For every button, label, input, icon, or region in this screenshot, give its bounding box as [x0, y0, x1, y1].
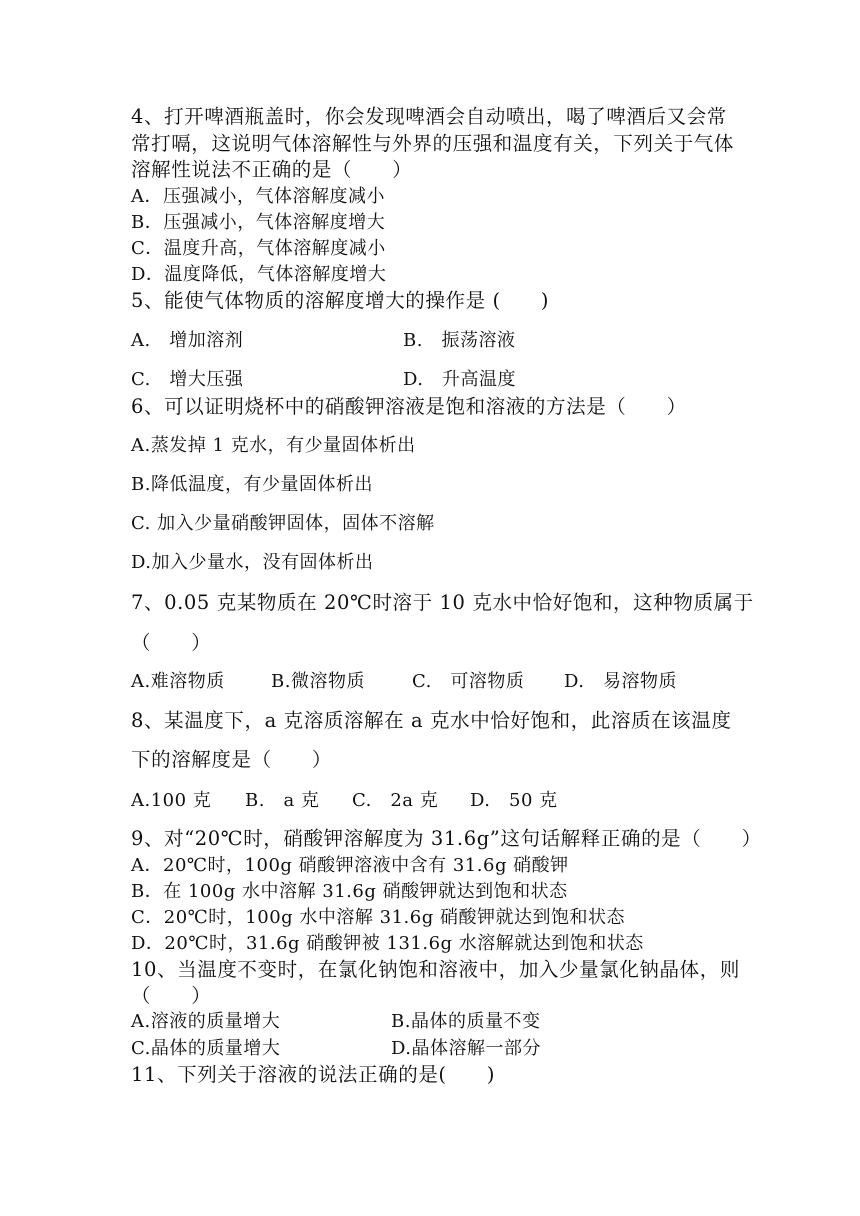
- q9-option-a: A．20℃时，100g 硝酸钾溶液中含有 31.6g 硝酸钾: [131, 855, 569, 876]
- q6-option-c: C. 加入少量硝酸钾固体，固体不溶解: [131, 513, 435, 534]
- q10-stem-line-1: 10、当温度不变时，在氯化钠饱和溶液中，加入少量氯化钠晶体，则: [131, 958, 740, 981]
- q7-option-c: C. 可溶物质: [412, 671, 525, 692]
- q6-option-d: D.加入少量水，没有固体析出: [131, 552, 374, 573]
- q10-option-a: A.溶液的质量增大: [131, 1011, 281, 1032]
- q10-option-b: B.晶体的质量不变: [391, 1011, 541, 1032]
- q4-option-c: C．温度升高，气体溶解度减小: [131, 238, 386, 259]
- q8-stem-line-2: 下的溶解度是（ ）: [131, 748, 333, 771]
- q4-option-d: D．温度降低，气体溶解度增大: [131, 264, 387, 285]
- q7-option-d: D. 易溶物质: [564, 671, 678, 692]
- q10-stem-line-2: （ ）: [131, 984, 212, 1007]
- q6-option-b: B.降低温度，有少量固体析出: [131, 474, 373, 495]
- q11-stem: 11、下列关于溶液的说法正确的是( ): [131, 1063, 496, 1086]
- q4-stem-line-3: 溶解性说法不正确的是（ ）: [131, 158, 413, 181]
- q7-stem-line-2: （ ）: [131, 631, 212, 654]
- q7-option-b: B.微溶物质: [271, 671, 365, 692]
- q8-option-d: D. 50 克: [470, 790, 558, 811]
- q5-option-b: B. 振荡溶液: [403, 330, 516, 351]
- q5-stem: 5、能使气体物质的溶解度增大的操作是 ( ): [131, 289, 550, 312]
- q7-option-a: A.难溶物质: [131, 671, 225, 692]
- q7-stem-line-1: 7、0.05 克某物质在 20℃时溶于 10 克水中恰好饱和，这种物质属于: [131, 591, 754, 614]
- q9-option-b: B．在 100g 水中溶解 31.6g 硝酸钾就达到饱和状态: [131, 881, 568, 902]
- q10-option-d: D.晶体溶解一部分: [391, 1038, 542, 1059]
- q5-option-d: D. 升高温度: [403, 369, 517, 390]
- q9-option-c: C．20℃时，100g 水中溶解 31.6g 硝酸钾就达到饱和状态: [131, 907, 625, 928]
- q5-option-c: C. 增大压强: [131, 369, 244, 390]
- q6-stem: 6、可以证明烧杯中的硝酸钾溶液是饱和溶液的方法是（ ）: [131, 395, 687, 418]
- q4-stem-line-2: 常打嗝，这说明气体溶解性与外界的压强和温度有关，下列关于气体: [131, 132, 735, 155]
- q4-option-a: A．压强减小，气体溶解度减小: [131, 186, 385, 207]
- q10-option-c: C.晶体的质量增大: [131, 1038, 281, 1059]
- q8-stem-line-1: 8、某温度下，a 克溶质溶解在 a 克水中恰好饱和，此溶质在该温度: [131, 709, 732, 732]
- q9-option-d: D．20℃时，31.6g 硝酸钾被 131.6g 水溶解就达到饱和状态: [131, 933, 644, 954]
- q8-option-a: A.100 克: [131, 790, 212, 811]
- q8-option-b: B. a 克: [245, 790, 320, 811]
- q9-stem: 9、对“20℃时，硝酸钾溶解度为 31.6g”这句话解释正确的是（ ）: [131, 827, 762, 850]
- q4-stem-line-1: 4、打开啤酒瓶盖时，你会发现啤酒会自动喷出，喝了啤酒后又会常: [131, 105, 727, 128]
- q6-option-a: A.蒸发掉 1 克水，有少量固体析出: [131, 435, 416, 456]
- q8-option-c: C. 2a 克: [352, 790, 439, 811]
- q4-option-b: B．压强减小，气体溶解度增大: [131, 212, 386, 233]
- q5-option-a: A. 增加溶剂: [131, 330, 244, 351]
